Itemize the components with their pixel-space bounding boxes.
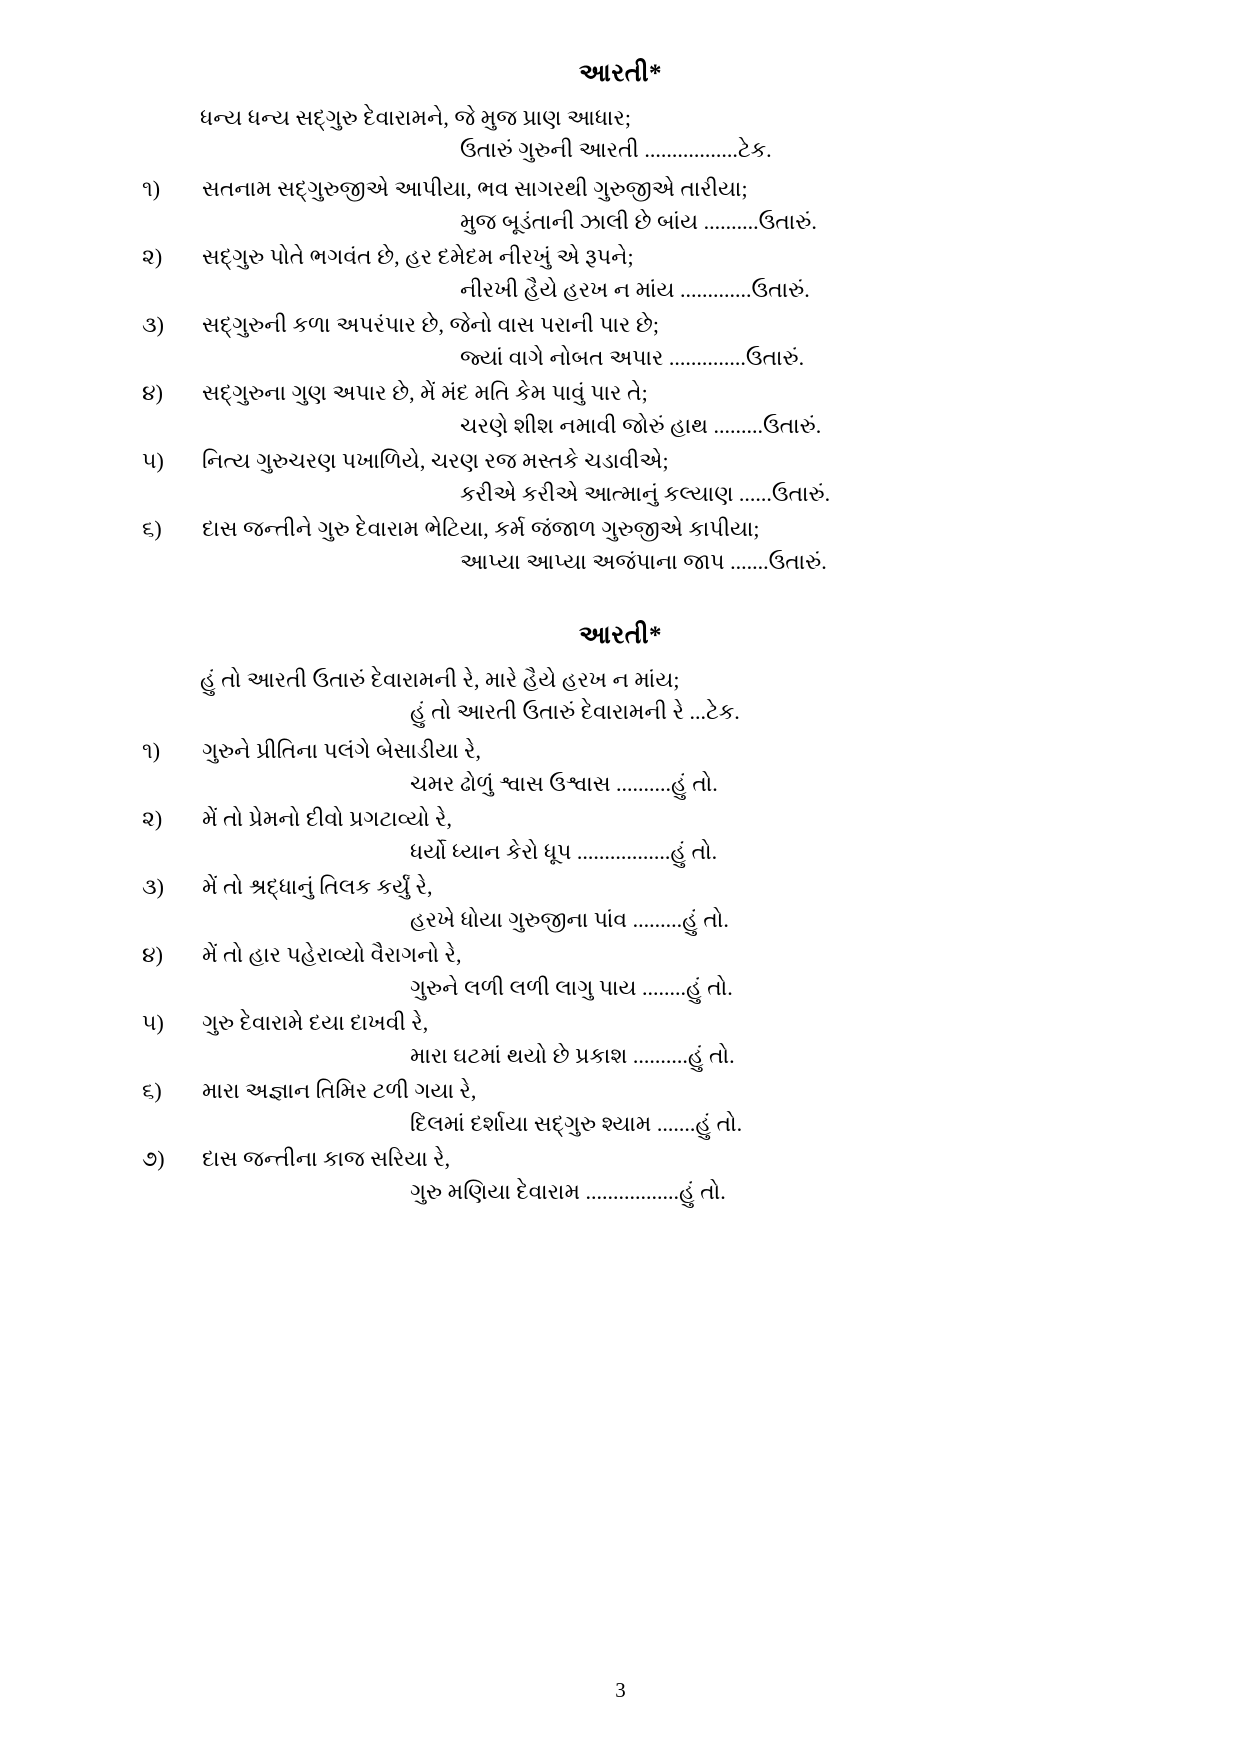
- verse-number: ૫): [142, 447, 164, 473]
- refrain-line-2: હું તો આરતી ઉતારું દેવારામની રે ...ટેક.: [410, 698, 740, 724]
- verse-line-1: નિત્ય ગુરુચરણ પખાળિયે, ચરણ રજ મસ્તકે ચડાવીએ;: [202, 447, 669, 473]
- verse-body: [160, 444, 1161, 510]
- refrain: [80, 102, 1161, 166]
- verse-number: ૨): [142, 805, 163, 831]
- verse-number: ૪): [142, 379, 163, 405]
- verse-body: [160, 1074, 1161, 1140]
- verse-line-2: ચરણે શીશ નમાવી જોરું હાથ .........ઉતારું.: [460, 412, 822, 438]
- verse-body: [160, 802, 1161, 868]
- verse-body: [160, 734, 1161, 800]
- song-section-2: [80, 622, 1161, 1208]
- verse-line-2: આપ્યા આપ્યા અજંપાના જાપ .......ઉતારું.: [460, 548, 827, 574]
- refrain-line-1: ધન્ય ધન્ય સદ્ગુરુ દેવારામને, જે મુજ પ્રાણ આધાર;: [200, 105, 631, 130]
- verse: [80, 802, 1161, 868]
- verse-body: [160, 1006, 1161, 1072]
- verse-line-2: કરીએ કરીએ આત્માનું કલ્યાણ ......ઉતારું.: [460, 480, 831, 506]
- verse-number: ૬): [142, 515, 162, 541]
- verse-line-1: સતનામ સદ્ગુરુજીએ આપીયા, ભવ સાગરથી ગુરુજીએ તારીયા;: [202, 175, 748, 201]
- verse-line-1: દાસ જન્તીને ગુરુ દેવારામ ભેટિયા, કર્મ જંજાળ ગુરુજીએ કાપીયા;: [202, 515, 760, 541]
- verse-number: ૧): [142, 175, 161, 201]
- verse-line-1: મેં તો શ્રદ્ધાનું તિલક કર્યું રે,: [202, 873, 433, 899]
- verse-body: [160, 376, 1161, 442]
- verse: [80, 1074, 1161, 1140]
- verse: [80, 938, 1161, 1004]
- verse-body: [160, 308, 1161, 374]
- verse-line-1: મારા અજ્ઞાન તિમિર ટળી ગયા રે,: [202, 1077, 477, 1103]
- verse-body: [160, 1142, 1161, 1208]
- verse-body: [160, 240, 1161, 306]
- verse: [80, 308, 1161, 374]
- verse-line-1: ગુરુને પ્રીતિના પલંગે બેસાડીયા રે,: [202, 737, 481, 763]
- section-spacer: [80, 580, 1161, 622]
- verse-number: ૩): [142, 873, 164, 899]
- verse-number: ૩): [142, 311, 164, 337]
- verse-line-2: ગુરુ મણિયા દેવારામ .................હું તો.: [410, 1178, 726, 1204]
- verse-number: ૭): [142, 1145, 165, 1171]
- verse-line-2: મુજ બૂડંતાની ઝાલી છે બાંય ..........ઉતારું.: [460, 208, 817, 234]
- verse-line-1: સદ્ગુરુ પોતે ભગવંત છે, હર દમેદમ નીરખું એ રૂપને;: [202, 243, 634, 269]
- verse-body: [160, 938, 1161, 1004]
- verse: [80, 1006, 1161, 1072]
- verse-line-2: હરખે ધોયા ગુરુજીના પાંવ .........હું તો.: [410, 906, 729, 932]
- verse-line-1: સદ્ગુરુના ગુણ અપાર છે, મેં મંદ મતિ કેમ પાવું પાર તે;: [202, 379, 648, 405]
- refrain: [80, 664, 1161, 728]
- verse: [80, 240, 1161, 306]
- song-title: આરતી*: [579, 60, 662, 87]
- verse-line-2: નીરખી હૈયે હરખ ન માંય .............ઉતારું.: [460, 276, 810, 302]
- verse: [80, 444, 1161, 510]
- verse-line-1: મેં તો હાર પહેરાવ્યો વૈરાગનો રે,: [202, 941, 462, 967]
- verse: [80, 734, 1161, 800]
- verse: [80, 870, 1161, 936]
- verse-number: ૪): [142, 941, 163, 967]
- verse: [80, 1142, 1161, 1208]
- verse-line-1: ગુરુ દેવારામે દયા દાખવી રે,: [202, 1009, 429, 1035]
- verse-body: [160, 870, 1161, 936]
- verse: [80, 376, 1161, 442]
- verse-line-2: ગુરુને લળી લળી લાગુ પાય ........હું તો.: [410, 974, 733, 1000]
- verse-body: [160, 512, 1161, 578]
- verse-line-2: જ્યાં વાગે નોબત અપાર ..............ઉતારું.: [460, 344, 805, 370]
- song-section-1: [80, 60, 1161, 578]
- verse-number: ૨): [142, 243, 163, 269]
- verse-line-2: દિલમાં દર્શાયા સદ્ગુરુ શ્યામ .......હું તો.: [410, 1110, 743, 1136]
- page-number: 3: [615, 1678, 626, 1702]
- song-title: આરતી*: [579, 621, 662, 649]
- verse-line-2: ચમર ઢોળું શ્વાસ ઉશ્વાસ ..........હું તો.: [410, 770, 718, 796]
- verse-number: ૬): [142, 1077, 162, 1103]
- verse-line-2: ધર્યો ધ્યાન કેરો ધૂપ .................હું તો.: [410, 838, 718, 864]
- verse-line-1: મેં તો પ્રેમનો દીવો પ્રગટાવ્યો રે,: [202, 805, 452, 831]
- verse-body: [160, 172, 1161, 238]
- verse-number: ૫): [142, 1009, 164, 1035]
- refrain-line-2: ઉતારું ગુરુની આરતી .................ટેક.: [460, 136, 772, 162]
- verse: [80, 172, 1161, 238]
- verse-number: ૧): [142, 737, 161, 763]
- refrain-line-1: હું તો આરતી ઉતારું દેવારામની રે, મારે હૈયે હરખ ન માંય;: [200, 666, 680, 692]
- verse-line-2: મારા ઘટમાં થયો છે પ્રકાશ ..........હું તો.: [410, 1042, 735, 1068]
- verse: [80, 512, 1161, 578]
- verse-line-1: દાસ જન્તીના કાજ સરિયા રે,: [202, 1145, 451, 1171]
- verse-line-1: સદ્ગુરુની કળા અપરંપાર છે, જેનો વાસ પરાની પાર છે;: [202, 311, 659, 337]
